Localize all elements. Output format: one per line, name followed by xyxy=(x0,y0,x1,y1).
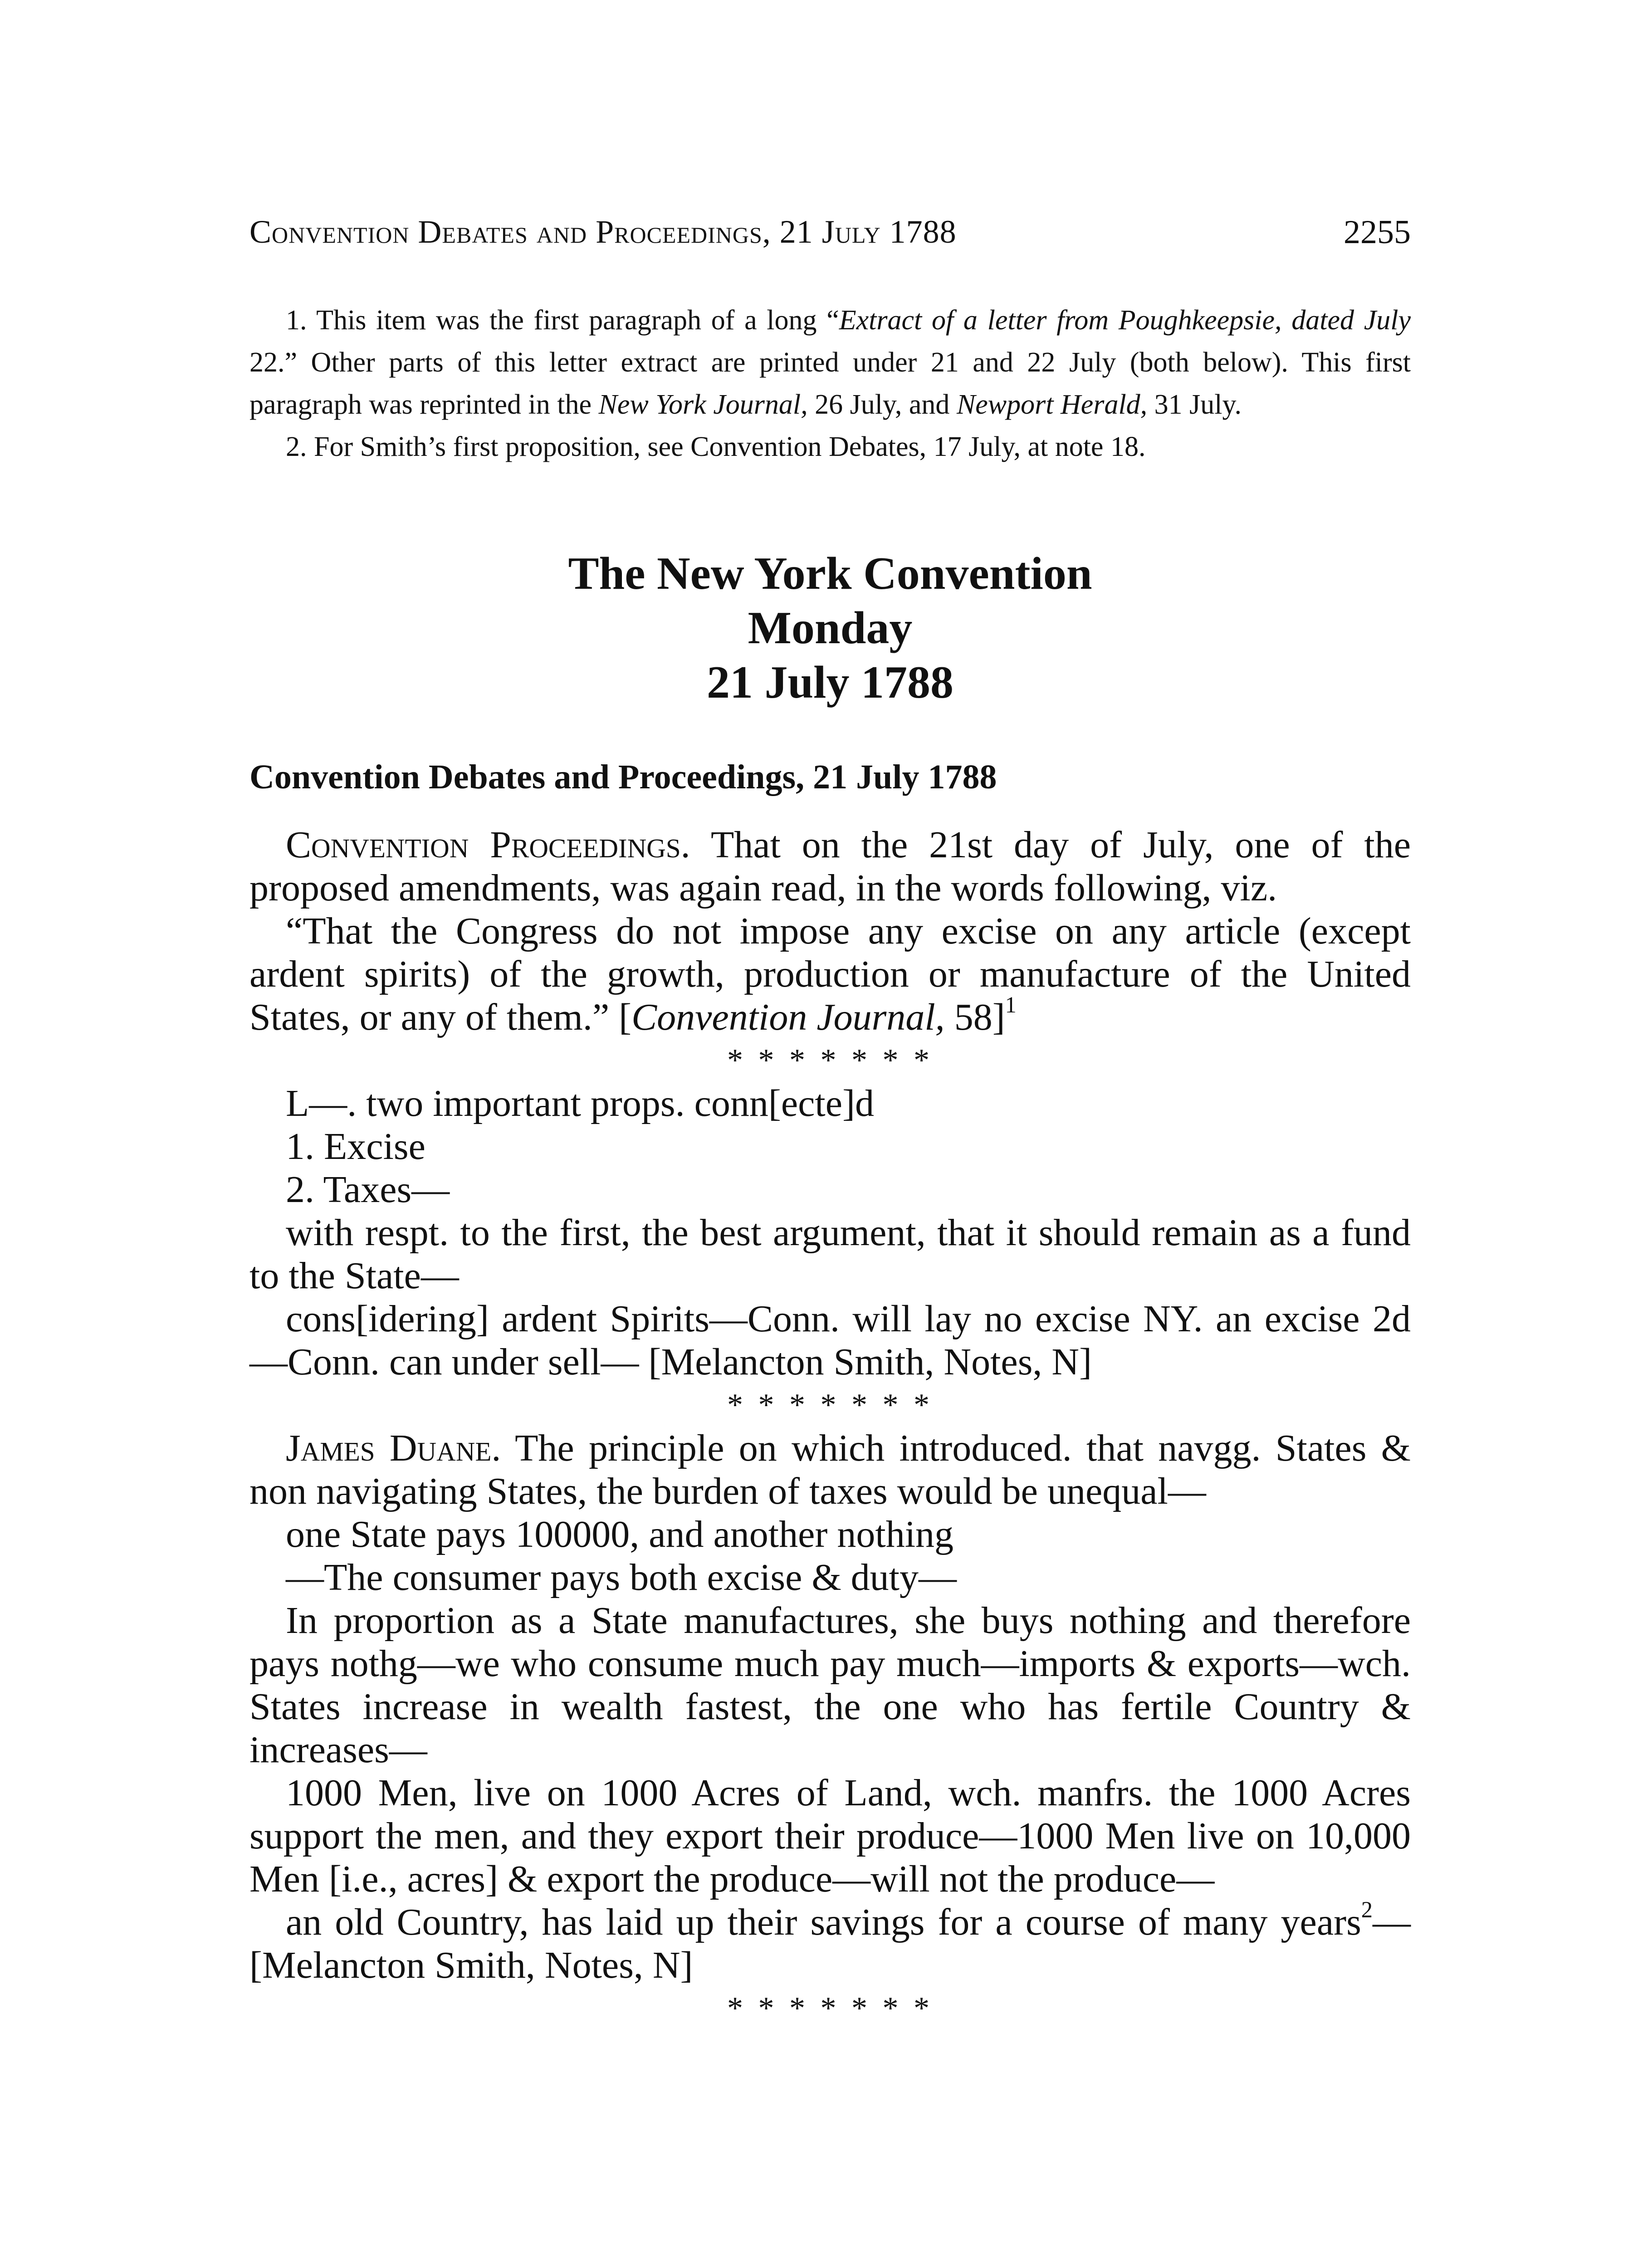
note-1-italic-2: New York Journal, xyxy=(598,389,808,420)
duane-line-4: In proportion as a State manufactures, she buys nothing and therefore pays nothg—we who consume much pay much—imports & exports—wch. States increase in wealth fastest, the one who has fertile Country & increases— xyxy=(249,1599,1411,1771)
note-1-text-d: 31 July. xyxy=(1147,389,1242,420)
note-1-text-b: 22.” Other parts of this letter extract are printed under 21 and 22 July (both below). This first paragraph was reprinted in the xyxy=(249,347,1411,420)
document-body xyxy=(249,823,1411,2030)
paragraph-proceedings xyxy=(249,823,1411,909)
duane-line-6-text: an old Country, has laid up their savings for a course of many years xyxy=(286,1901,1361,1943)
section-divider-1: * * * * * * * xyxy=(727,1043,933,1078)
date-heading-line-1: The New York Convention xyxy=(568,548,1092,599)
duane-paragraph-1 xyxy=(249,1427,1411,1513)
speaker-label-duane: James Duane. xyxy=(286,1427,501,1469)
amendment-text: “That the Congress do not impose any excise on any article (except ardent spirits) of the growth, production or manufacture of the United States, or any of them.” [ xyxy=(249,910,1411,1038)
speaker-label-proceedings: Convention Proceedings. xyxy=(286,824,690,866)
note-1-text-c: 26 July, and xyxy=(807,389,957,420)
section-divider-3: * * * * * * * xyxy=(727,1991,933,2026)
note-1-italic-1: Extract of a letter from Poughkeepsie, dated July xyxy=(839,305,1411,336)
duane-line-5: 1000 Men, live on 1000 Acres of Land, wch. manfrs. the 1000 Acres support the men, and they export their produce—1000 Men live on 10,000 Men [i.e., acres] & export the produce—will not the produce— xyxy=(249,1772,1411,1900)
duane-line-6-end: — [Melancton Smith, Notes, N] xyxy=(249,1901,1411,1986)
date-heading-block xyxy=(249,547,1411,710)
notes-line-2: 1. Excise xyxy=(286,1125,425,1168)
paragraph-proceedings-text: That on the 21st day of July, one of the proposed amendments, was again read, in the words following, viz. xyxy=(249,824,1411,909)
note-1 xyxy=(249,299,1411,426)
amendment-source-italic: Convention Journal, xyxy=(631,996,945,1038)
page-number: 2255 xyxy=(1344,214,1411,251)
document-heading: Convention Debates and Proceedings, 21 July 1788 xyxy=(249,758,997,796)
running-head xyxy=(249,213,1411,263)
notes-line-5: cons[idering] ardent Spirits—Conn. will lay no excise NY. an excise 2d—Conn. can under sell— [Melancton Smith, Notes, N] xyxy=(249,1298,1411,1383)
date-heading-line-3: 21 July 1788 xyxy=(706,657,954,708)
note-1-italic-3: Newport Herald, xyxy=(956,389,1148,420)
duane-paragraph-1-text: The principle on which introduced. that navgg. States & non navigating States, the burden of taxes would be unequal— xyxy=(249,1427,1411,1512)
notes-line-3: 2. Taxes— xyxy=(286,1168,450,1211)
paragraph-amendment xyxy=(249,909,1411,1039)
notes-line-4: with respt. to the first, the best argument, that it should remain as a fund to the State— xyxy=(249,1212,1411,1297)
date-heading-line-2: Monday xyxy=(748,602,913,654)
duane-line-2: one State pays 100000, and another nothing xyxy=(286,1513,954,1555)
running-head-title: Convention Debates and Proceedings, 21 July 1788 xyxy=(249,214,957,250)
note-1-text-a: 1. This item was the first paragraph of a long “ xyxy=(286,305,839,336)
amendment-source-end: 58] xyxy=(944,996,1005,1038)
footnote-ref-1: 1 xyxy=(1005,992,1017,1018)
duane-line-6 xyxy=(249,1897,1411,1987)
footnote-ref-2: 2 xyxy=(1361,1897,1373,1923)
duane-line-3: —The consumer pays both excise & duty— xyxy=(286,1556,957,1598)
note-2: 2. For Smith’s first proposition, see Convention Debates, 17 July, at note 18. xyxy=(286,431,1146,462)
section-divider-2: * * * * * * * xyxy=(727,1388,933,1422)
notes-line-1: L—. two important props. conn[ecte]d xyxy=(286,1082,874,1124)
footnotes-block xyxy=(249,299,1411,468)
